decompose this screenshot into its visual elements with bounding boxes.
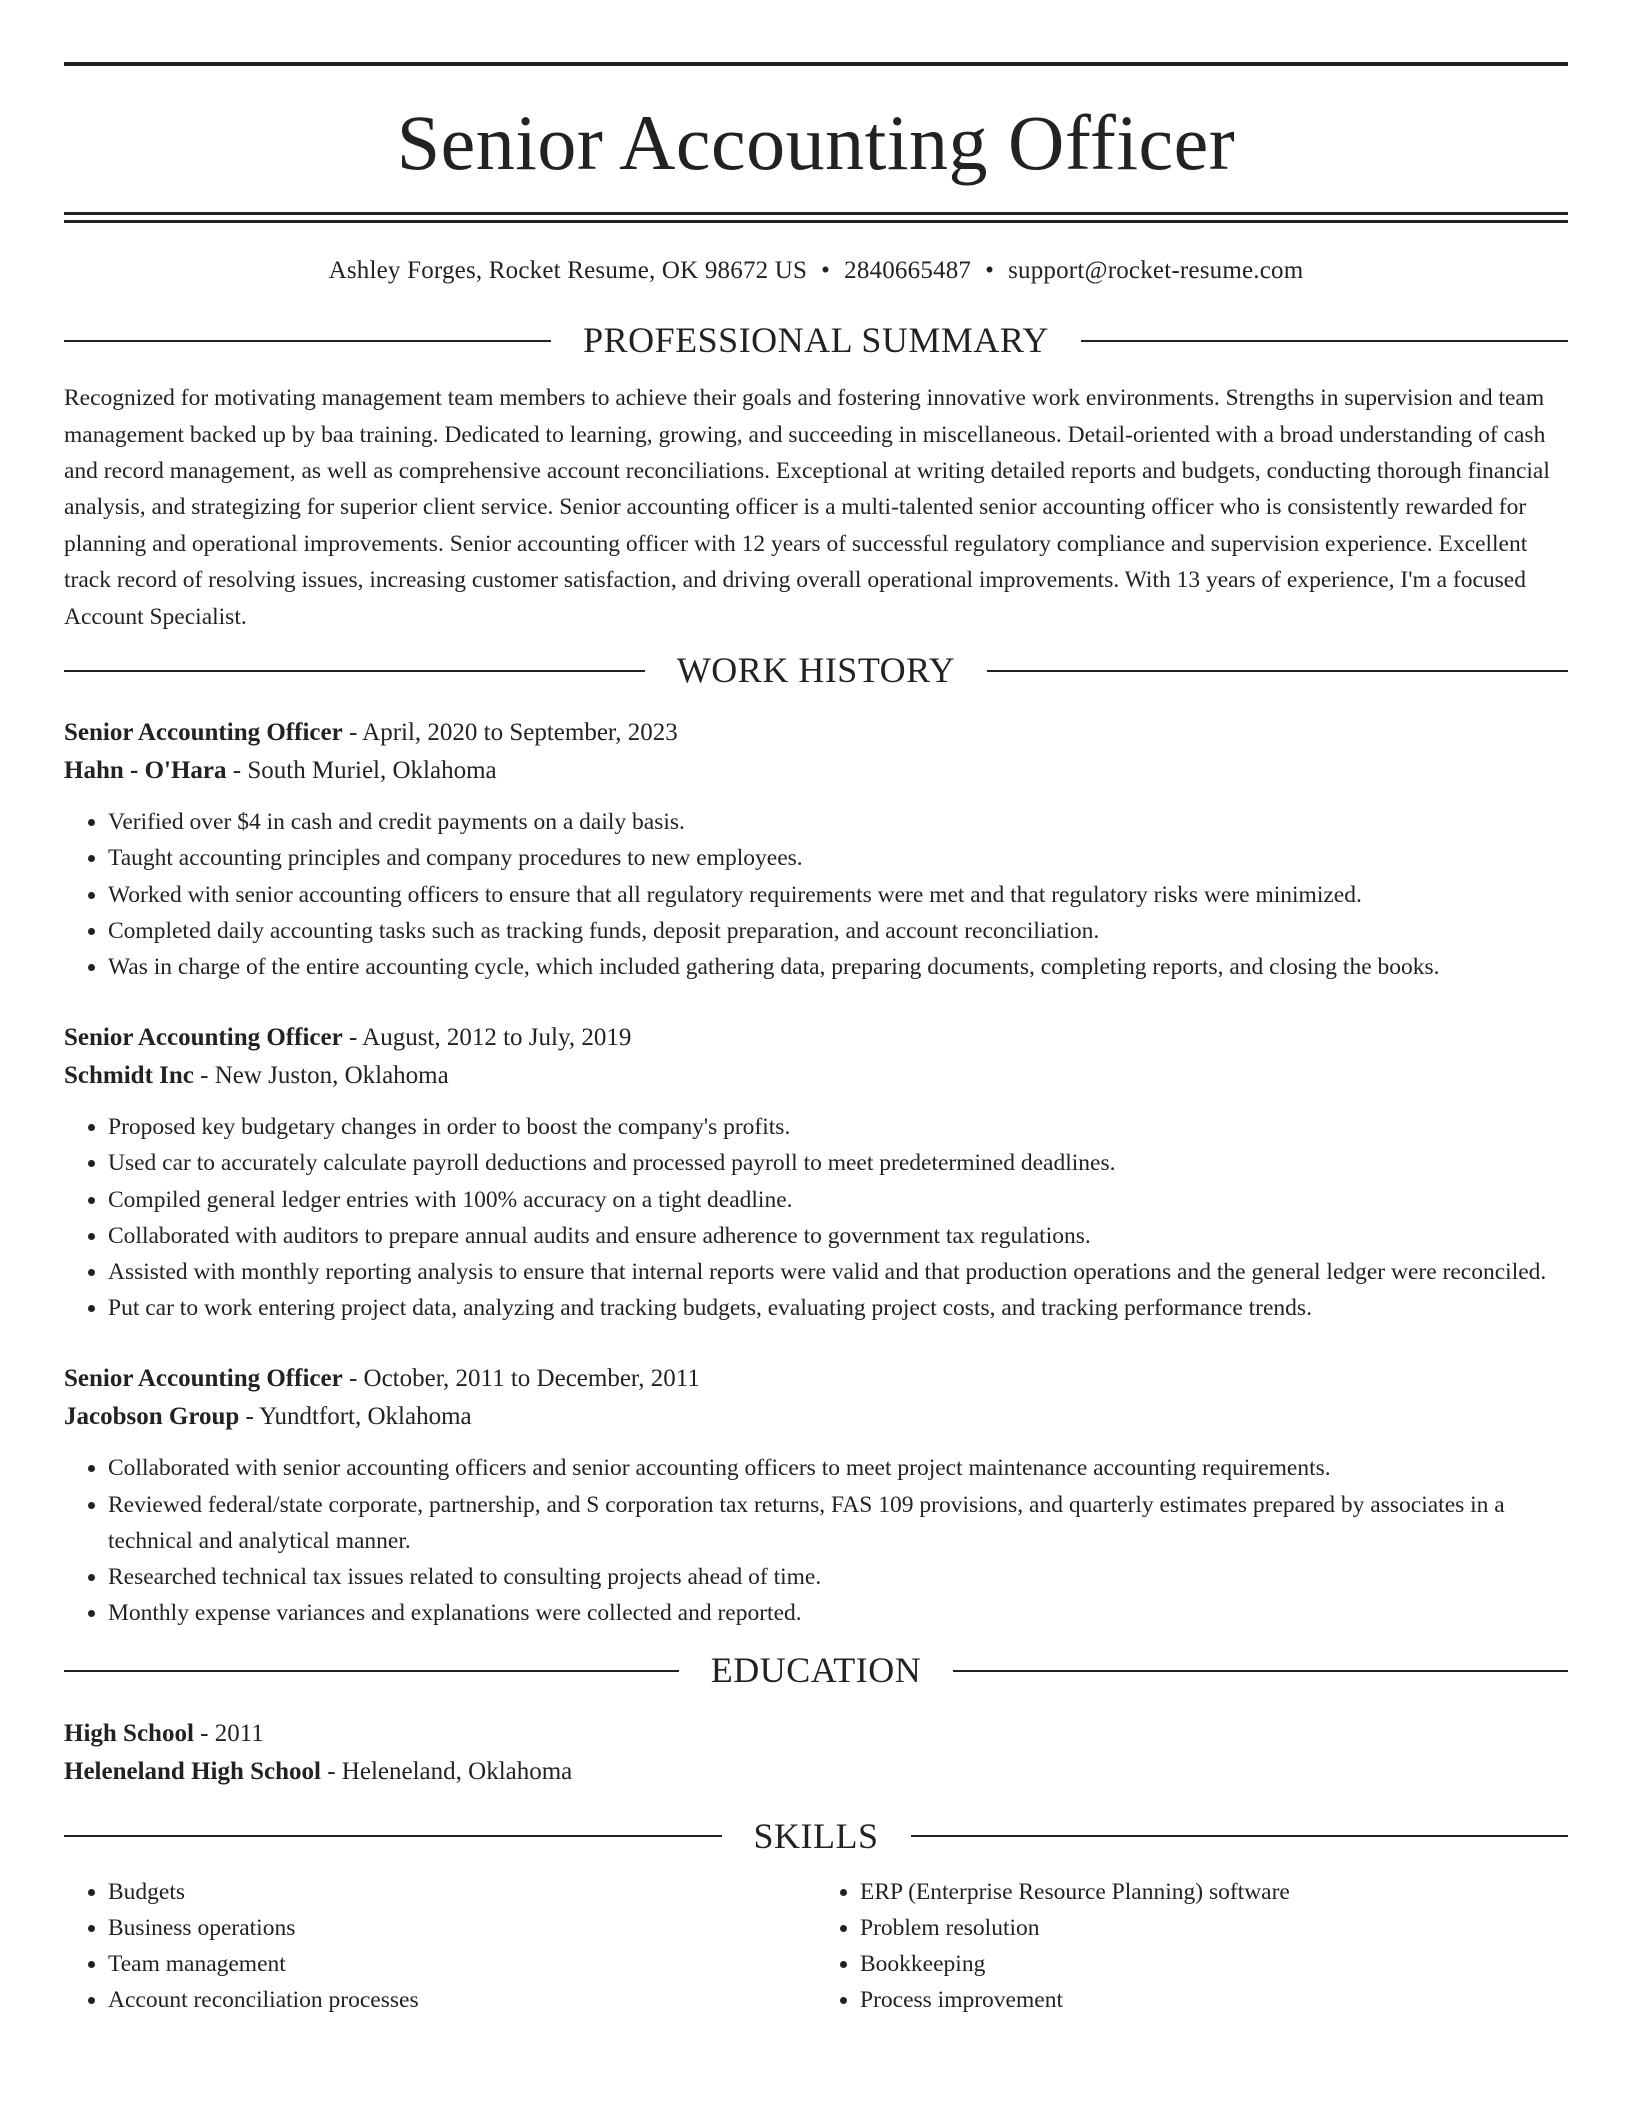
job-company: Jacobson Group [64,1403,240,1431]
list-item: • Collaborated with auditors to prepare annual audits and ensure adherence to government tax regulations. [108,1218,1568,1254]
list-item: • Account reconciliation processes [108,1982,816,2018]
summary-text: Recognized for motivating management team members to achieve their goals and fostering innovative work environments. Strengths in supervision and team management backed up by baa training. Dedicated to learning, growing, and succeeding in miscellaneous. Detail-oriented with a broad understanding of cash and record management, as well as comprehensive account reconciliations. Exceptional at writing detailed reports and budgets, conducting thorough financial analysis, and strategizing for superior client service. Senior accounting officer is a multi-talented senior accounting officer who is consistently rewarded for planning and operational improvements. Senior accounting officer with 12 years of successful regulatory compliance and supervision experience. Excellent track record of resolving issues, increasing customer satisfaction, and driving overall operational improvements. With 13 years of experience, I'm a focused Account Specialist. [64,385,1550,630]
section-heading-education [64,1649,1568,1692]
heading-rule [911,1835,1569,1837]
list-item: • Was in charge of the entire accounting cycle, which included gathering data, preparing documents, completing reports, and closing the books. [108,949,1568,985]
list-item: • Business operations [108,1910,816,1946]
contact-email: support@rocket-resume.com [1008,257,1304,284]
heading-rule [64,1835,722,1837]
job-entry [64,1360,1568,1631]
job-company-line [64,1057,1568,1095]
education-degree-line [64,1715,1568,1753]
education-school-line [64,1753,1568,1791]
education-entry [64,1715,1568,1791]
list-item: • Reviewed federal/state corporate, partnership, and S corporation tax returns, FAS 109 provisions, and quarterly estimates prepared by associates in a technical and analytical manner. [108,1487,1568,1559]
education-location: - Heleneland, Oklahoma [320,1757,573,1785]
job-title: Senior Accounting Officer [64,719,343,747]
job-title-line [64,1360,1568,1398]
section-title: WORK HISTORY [676,650,956,691]
job-dates: - October, 2011 to December, 2011 [342,1365,700,1393]
skills-column-left [64,1874,816,2019]
skills-list [64,1874,1568,2019]
heading-rule [64,340,551,342]
heading-rule [953,1670,1568,1672]
job-dates: - April, 2020 to September, 2023 [342,719,678,747]
list-item: • Problem resolution [860,1910,1568,1946]
education-school: Heleneland High School [64,1757,321,1785]
list-item: • ERP (Enterprise Resource Planning) software [860,1874,1568,1910]
heading-rule [987,670,1568,672]
list-item: • Completed daily accounting tasks such as tracking funds, deposit preparation, and account reconciliation. [108,913,1568,949]
resume-title: Senior Accounting Officer [396,99,1236,186]
list-item: • Taught accounting principles and company procedures to new employees. [108,840,1568,876]
section-title: PROFESSIONAL SUMMARY [583,320,1049,360]
contact-address: Ashley Forges, Rocket Resume, OK 98672 US [328,257,808,284]
heading-rule [64,1670,679,1672]
list-item: • Bookkeeping [860,1946,1568,1982]
job-title: Senior Accounting Officer [64,1024,343,1052]
job-company: Schmidt Inc [64,1062,194,1090]
skills-column-right [816,1874,1568,2019]
contact-phone: 2840665487 [844,257,972,284]
section-title: SKILLS [753,1815,879,1856]
list-item: • Collaborated with senior accounting officers and senior accounting officers to meet project maintenance accounting requirements. [108,1450,1568,1486]
section-title: EDUCATION [710,1650,922,1691]
job-title-line [64,1019,1568,1057]
job-title: Senior Accounting Officer [64,1365,343,1393]
list-item: • Worked with senior accounting officers to ensure that all regulatory requirements were met and that regulatory risks were minimized. [108,877,1568,913]
section-heading-work [64,649,1568,692]
contact-separator: • [821,257,831,284]
list-item: • Put car to work entering project data, analyzing and tracking budgets, evaluating project costs, and tracking performance trends. [108,1290,1568,1326]
job-dates: - August, 2012 to July, 2019 [342,1024,632,1052]
list-item: • Verified over $4 in cash and credit payments on a daily basis. [108,804,1568,840]
education-year: - 2011 [193,1719,264,1747]
job-bullets [64,804,1568,985]
list-item: • Researched technical tax issues related to consulting projects ahead of time. [108,1559,1568,1595]
job-company-line [64,1398,1568,1436]
list-item: • Monthly expense variances and explanations were collected and reported. [108,1595,1568,1631]
heading-rule [64,670,645,672]
section-heading-summary [64,319,1568,362]
title-double-rule [64,212,1568,223]
job-company-line [64,752,1568,790]
section-heading-skills [64,1815,1568,1858]
job-location: - Yundtfort, Oklahoma [239,1403,472,1431]
job-entry [64,714,1568,985]
contact-separator: • [985,257,995,284]
list-item: • Budgets [108,1874,816,1910]
contact-line [64,257,1568,285]
top-rule [64,62,1568,66]
job-entry [64,1019,1568,1326]
job-title-line [64,714,1568,752]
list-item: • Team management [108,1946,816,1982]
job-bullets [64,1109,1568,1326]
education-degree: High School [64,1719,194,1747]
list-item: • Compiled general ledger entries with 100% accuracy on a tight deadline. [108,1182,1568,1218]
list-item: • Proposed key budgetary changes in order to boost the company's profits. [108,1109,1568,1145]
list-item: • Used car to accurately calculate payroll deductions and processed payroll to meet predetermined deadlines. [108,1145,1568,1181]
list-item: • Assisted with monthly reporting analysis to ensure that internal reports were valid and that production operations and the general ledger were reconciled. [108,1254,1568,1290]
list-item: • Process improvement [860,1982,1568,2018]
heading-rule [1081,340,1568,342]
job-bullets [64,1450,1568,1631]
job-location: - South Muriel, Oklahoma [226,757,497,785]
job-company: Hahn - O'Hara [64,757,227,785]
job-location: - New Juston, Oklahoma [193,1062,449,1090]
